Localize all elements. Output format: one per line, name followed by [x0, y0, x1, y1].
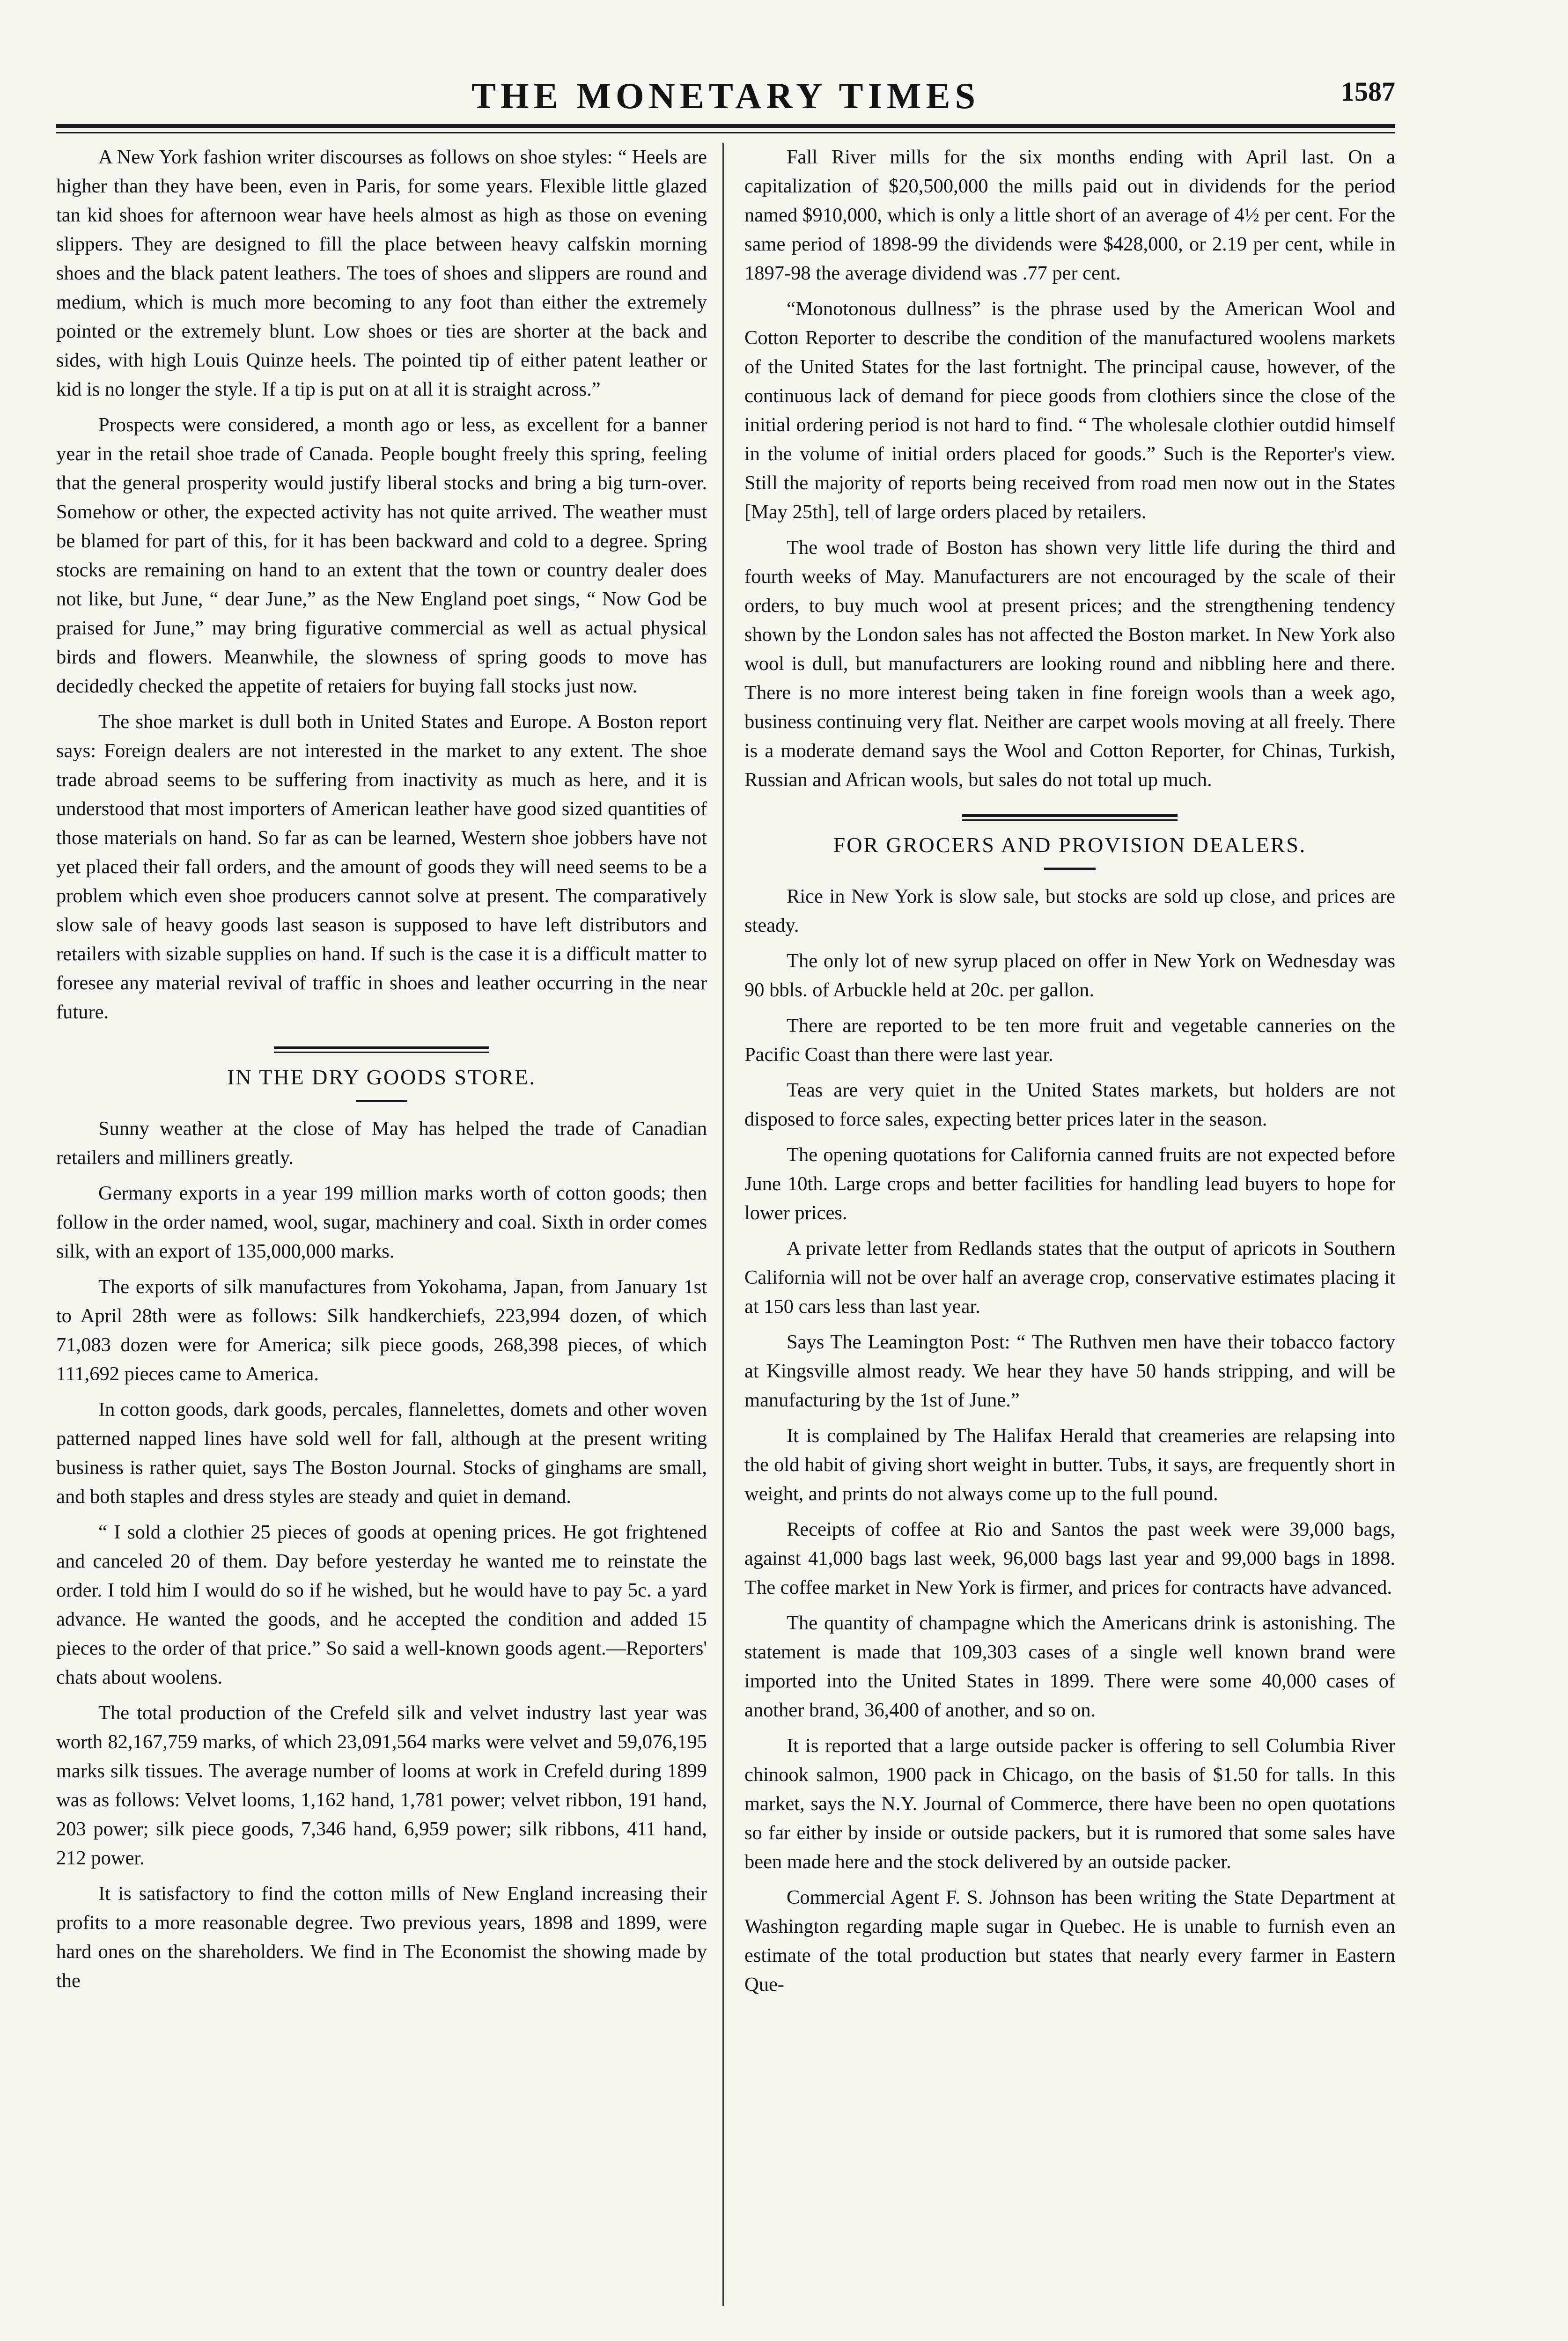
article-paragraph: “Monotonous dullness” is the phrase used by the American Wool and Cotton Reporter to describe the condition of the manufactured woolens markets of the United States for the last fortnight. The principal cause, however, of the continuous lack of demand for piece goods from clothiers since the close of the initial ordering period is not hard to find. “ The wholesale clothier outdid himself in the volume of initial orders placed for goods.” Such is the Reporter's view. Still the majority of reports being received from road men now out in the States [May 25th], tell of large orders placed by retailers. [744, 298, 1395, 523]
article-paragraph: A New York fashion writer discourses as follows on shoe styles: “ Heels are higher than they have been, even in Paris, for some years. Flexible little glazed tan kid shoes for afternoon wear have heels almost as high as those on evening slippers. They are designed to fill the place between heavy calfskin morning shoes and the black patent leathers. The toes of shoes and slippers are round and medium, which is much more becoming to any foot than either the extremely pointed or the extremely blunt. Low shoes or ties are shorter at the back and sides, with high Louis Quinze heels. The pointed tip of either patent leather or kid is no longer the style. If a tip is put on at all it is straight across.” [56, 146, 707, 400]
article-paragraph: A private letter from Redlands states that the output of apricots in Southern California will not be over half an average crop, conservative estimates placing it at 150 cars less than last year. [744, 1237, 1395, 1318]
article-paragraph: Prospects were considered, a month ago or less, as excellent for a banner year in the retail shoe trade of Canada. People bought freely this spring, feeling that the general prosperity would justify liberal stocks and bring a big turn-over. Somehow or other, the expected activity has not quite arrived. The weather must be blamed for part of this, for it has been backward and cold to a degree. Spring stocks are remaining on hand to an extent that the town or country dealer does not like, but June, “ dear June,” as the New England poet sings, “ Now God be praised for June,” may bring figurative commercial as well as actual physical birds and flowers. Meanwhile, the slowness of spring goods to move has decidedly checked the appetite of retaiers for buying fall stocks just now. [56, 414, 707, 697]
section-heading-grocers: FOR GROCERS AND PROVISION DEALERS. [833, 833, 1307, 857]
article-paragraph: The quantity of champagne which the Americans drink is astonishing. The statement is made that 109,303 cases of a single well known brand were imported into the United States in 1899. There were some 40,000 cases of another brand, 36,400 of another, and so on. [744, 1612, 1395, 1721]
page-number: 1587 [1341, 76, 1395, 107]
article-paragraph: Sunny weather at the close of May has helped the trade of Canadian retailers and milliners greatly. [56, 1118, 707, 1169]
section-divider [274, 1046, 489, 1053]
article-paragraph: Rice in New York is slow sale, but stocks are sold up close, and prices are steady. [744, 885, 1395, 936]
article-paragraph: The total production of the Crefeld silk and velvet industry last year was worth 82,167,759 marks, of which 23,091,564 marks were velvet and 59,076,195 marks silk tissues. The average number of looms at work in Crefeld during 1899 was as follows: Velvet looms, 1,162 hand, 1,781 power; velvet ribbon, 191 hand, 203 power; silk piece goods, 7,346 hand, 6,959 power; silk ribbons, 411 hand, 212 power. [56, 1702, 707, 1869]
section-heading-dry-goods: IN THE DRY GOODS STORE. [227, 1065, 536, 1089]
article-paragraph: There are reported to be ten more fruit and vegetable canneries on the Pacific Coast than there were last year. [744, 1015, 1395, 1066]
article-paragraph: It is reported that a large outside packer is offering to sell Columbia River chinook salmon, 1900 pack in Chicago, on the basis of $1.50 for talls. In this market, says the N.Y. Journal of Commerce, there have been no open quotations so far either by inside or outside packers, but it is rumored that some sales have been made here and the stock delivered by an outside packer. [744, 1735, 1395, 1873]
masthead [56, 70, 1395, 126]
article-paragraph: Fall River mills for the six months ending with April last. On a capitalization of $20,500,000 the mills paid out in dividends for the period named $910,000, which is only a little short of an average of 4½ per cent. For the same period of 1898-99 the dividends were $428,000, or 2.19 per cent, while in 1897-98 the average dividend was .77 per cent. [744, 146, 1395, 284]
right-column [744, 143, 1395, 2315]
article-paragraph: The opening quotations for California canned fruits are not expected before June 10th. Large crops and better facilities for handling lead buyers to hope for lower prices. [744, 1144, 1395, 1224]
article-paragraph: Receipts of coffee at Rio and Santos the past week were 39,000 bags, against 41,000 bags last week, 96,000 bags last year and 99,000 bags in 1898. The coffee market in New York is firmer, and prices for contracts have advanced. [744, 1518, 1395, 1598]
article-paragraph: The wool trade of Boston has shown very little life during the third and fourth weeks of May. Manufacturers are not encouraged by the scale of their orders, to buy much wool at present prices; and the strengthening tendency shown by the London sales has not affected the Boston market. In New York also wool is dull, but manufacturers are looking round and nibbling here and there. There is no more interest being taken in fine foreign wools than a week ago, business continuing very flat. Neither are carpet wools moving at all freely. There is a moderate demand says the Wool and Cotton Reporter, for Chinas, Turkish, Russian and African wools, but sales do not total up much. [744, 537, 1395, 791]
article-paragraph: Teas are very quiet in the United States markets, but holders are not disposed to force sales, expecting better prices later in the season. [744, 1079, 1395, 1130]
heading-underline [1044, 868, 1096, 870]
header-rule-thin [56, 132, 1395, 133]
article-paragraph: Says The Leamington Post: “ The Ruthven men have their tobacco factory at Kingsville almost ready. We hear they have 50 hands stripping, and will be manufacturing by the 1st of June.” [744, 1331, 1395, 1411]
heading-underline [356, 1100, 407, 1102]
column-divider [722, 143, 724, 2306]
article-paragraph: It is satisfactory to find the cotton mills of New England increasing their profits to a more reasonable degree. Two previous years, 1898 and 1899, were hard ones on the shareholders. We find in The Economist the showing made by the [56, 1883, 707, 1992]
article-paragraph: It is complained by The Halifax Herald that creameries are relapsing into the old habit of giving short weight in butter. Tubs, it says, are frequently short in weight, and prints do not always come up to the full pound. [744, 1425, 1395, 1505]
article-paragraph: The exports of silk manufactures from Yokohama, Japan, from January 1st to April 28th were as follows: Silk handkerchiefs, 223,994 dozen, of which 71,083 dozen were for America; silk piece goods, 268,398 pieces, of which 111,692 pieces came to America. [56, 1276, 707, 1385]
article-paragraph: Commercial Agent F. S. Johnson has been writing the State Department at Washington regarding maple sugar in Quebec. He is unable to furnish even an estimate of the total production but states that nearly every farmer in Eastern Que- [744, 1886, 1395, 1995]
section-divider [962, 814, 1178, 821]
left-column [56, 143, 707, 2315]
article-paragraph: Germany exports in a year 199 million marks worth of cotton goods; then follow in the order named, wool, sugar, machinery and coal. Sixth in order comes silk, with an export of 135,000,000 marks. [56, 1182, 707, 1262]
newspaper-title: THE MONETARY TIMES [471, 75, 980, 116]
article-paragraph: “ I sold a clothier 25 pieces of goods at opening prices. He got frightened and canceled 20 of them. Day before yesterday he wanted me to reinstate the order. I told him I would do so if he wished, but he would have to pay 5c. a yard advance. He wanted the goods, and he accepted the condition and added 15 pieces to the order of that price.” So said a well-known goods agent.—Reporters' chats about woolens. [56, 1521, 707, 1688]
article-paragraph: The shoe market is dull both in United States and Europe. A Boston report says: Foreign dealers are not interested in the market to any extent. The shoe trade abroad seems to be suffering from inactivity as much as here, and it is understood that most importers of American leather have good sized quantities of those materials on hand. So far as can be learned, Western shoe jobbers have not yet placed their fall orders, and the amount of goods they will need seems to be a problem which even shoe producers cannot solve at present. The comparatively slow sale of heavy goods last season is supposed to have left distributors and retailers with sizable supplies on hand. If such is the case it is a difficult matter to foresee any material revival of traffic in shoes and leather occurring in the near future. [56, 711, 707, 1023]
article-paragraph: The only lot of new syrup placed on offer in New York on Wednesday was 90 bbls. of Arbuckle held at 20c. per gallon. [744, 950, 1395, 1001]
article-paragraph: In cotton goods, dark goods, percales, flannelettes, domets and other woven patterned napped lines have sold well for fall, although at the present writing business is rather quiet, says The Boston Journal. Stocks of ginghams are small, and both staples and dress styles are steady and quiet in demand. [56, 1399, 707, 1508]
header-rule-thick [56, 124, 1395, 128]
